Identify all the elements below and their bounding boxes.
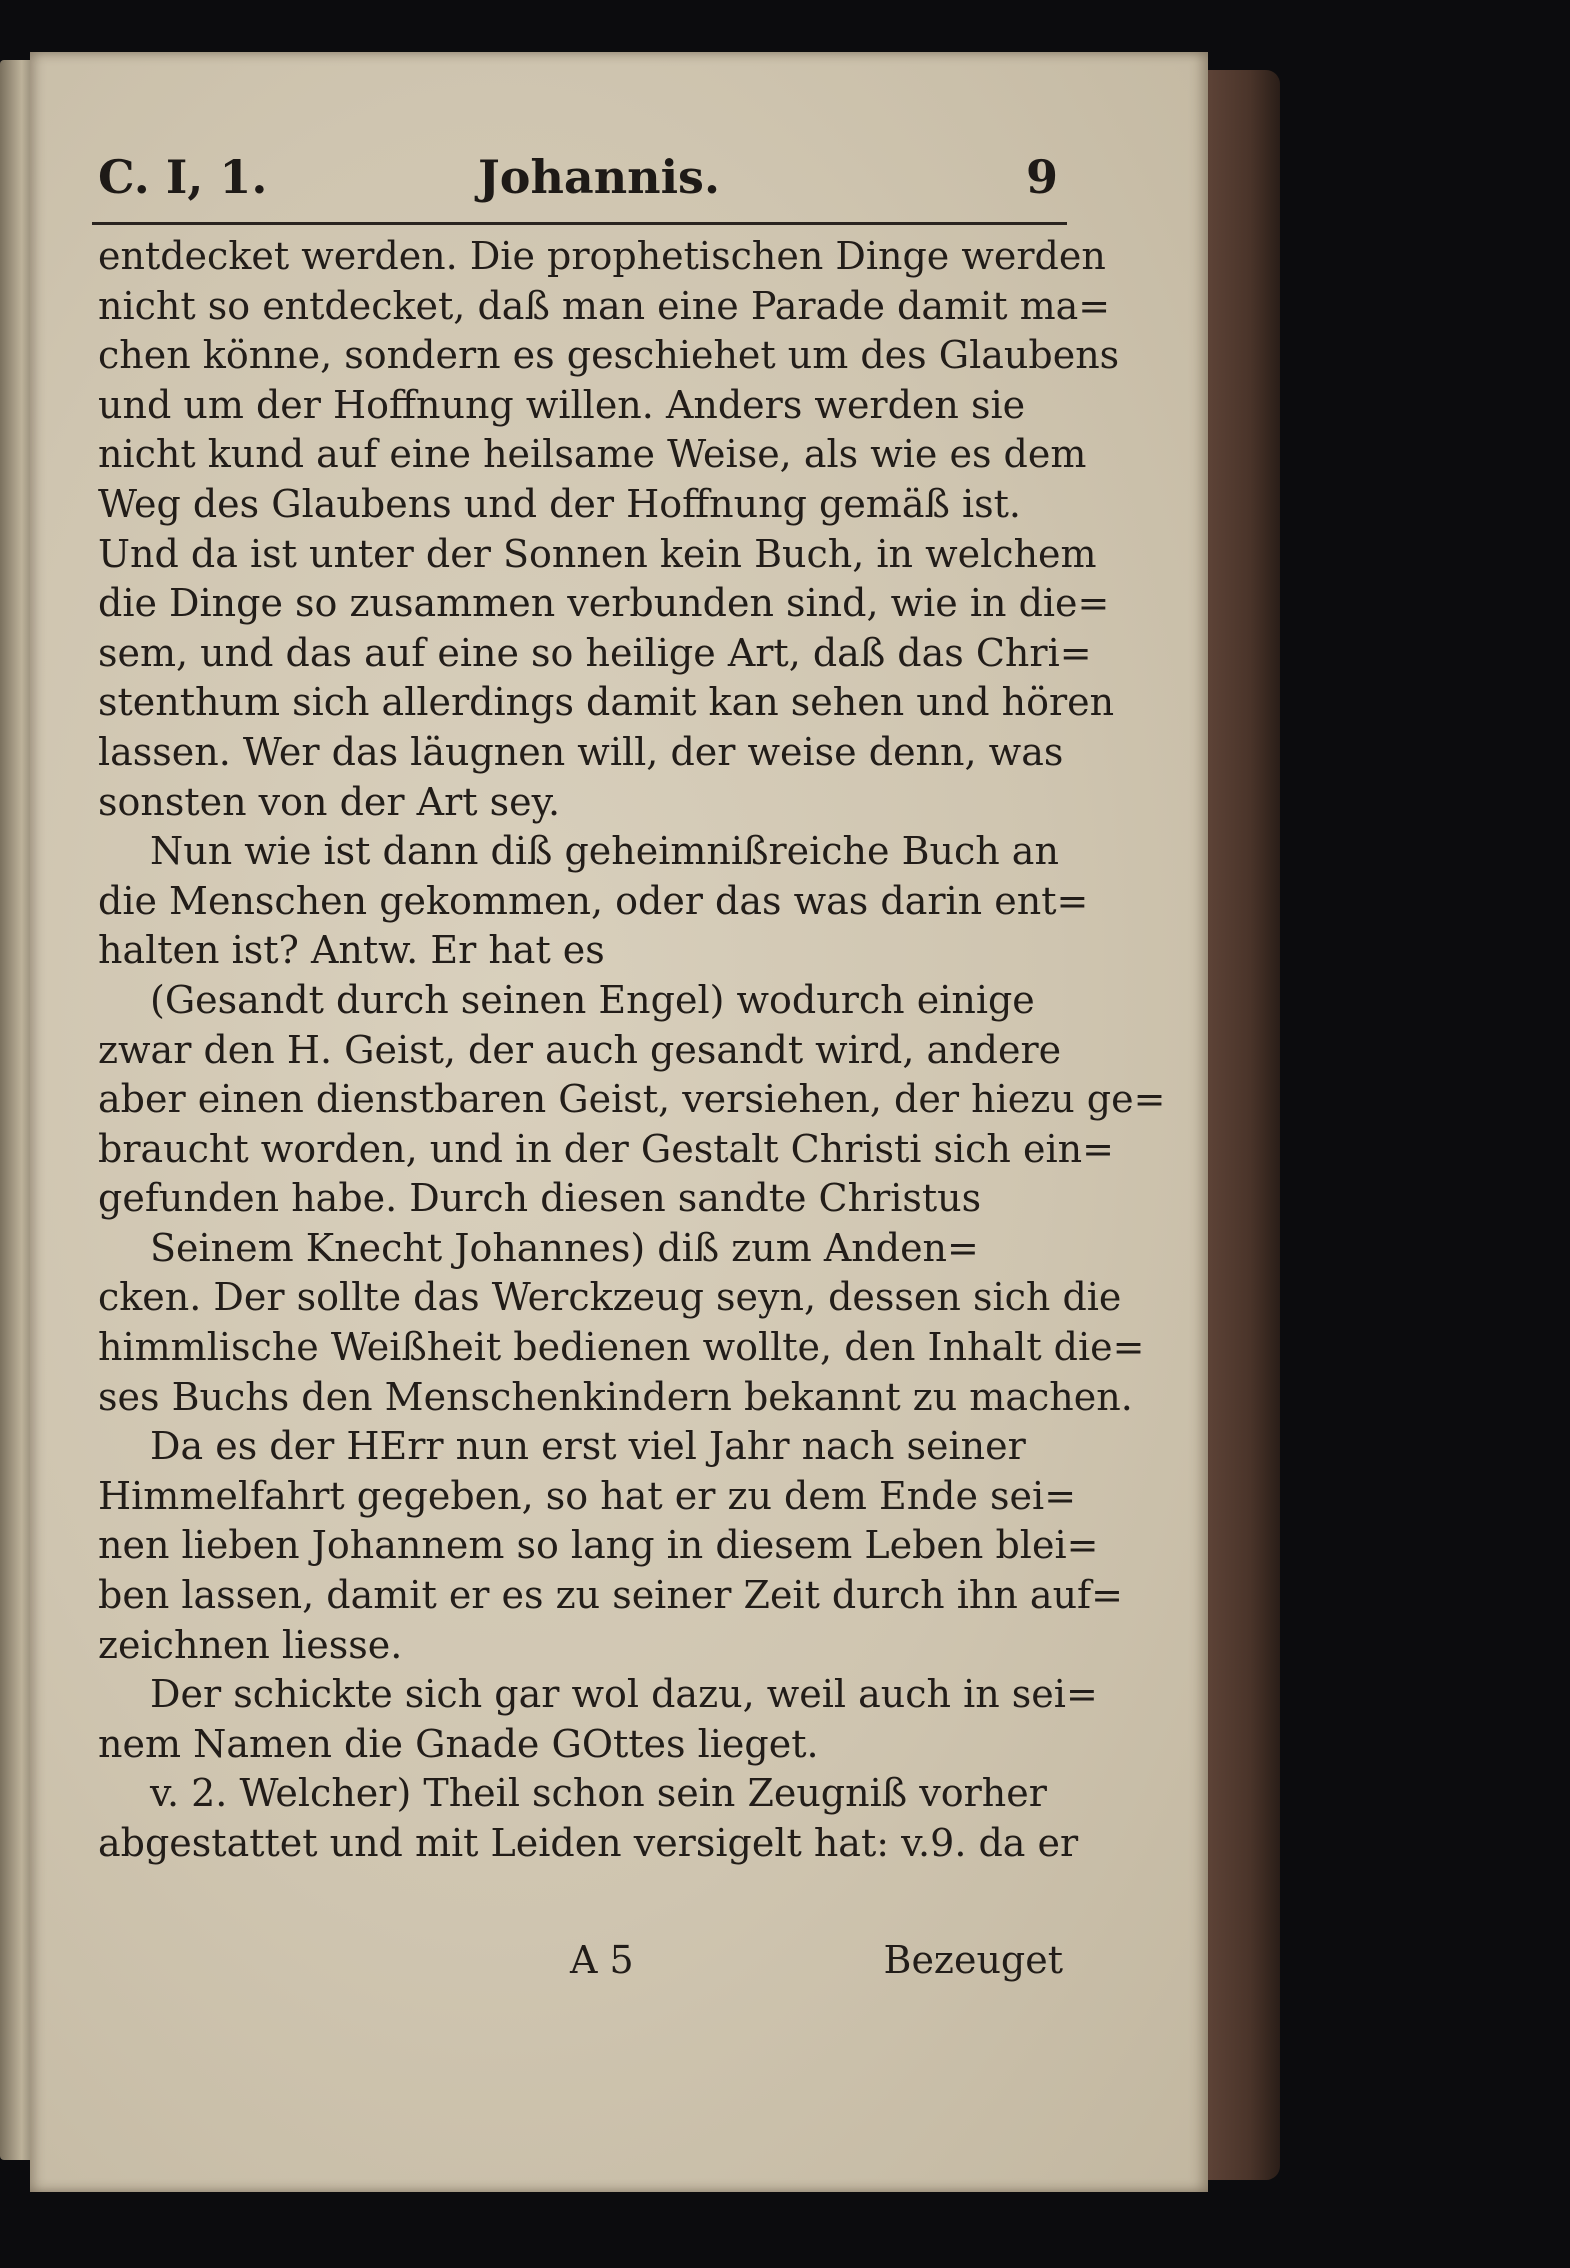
text-line: cken. Der sollte das Werckzeug seyn, dessen sich die	[98, 1275, 1122, 1320]
text-line: braucht worden, und in der Gestalt Christi sich ein=	[98, 1126, 1114, 1171]
text-line: ses Buchs den Menschenkindern bekannt zu machen.	[98, 1374, 1133, 1419]
text-line: nen lieben Johannem so lang in diesem Leben blei=	[98, 1523, 1099, 1568]
page-number: 9	[1025, 150, 1058, 204]
body-text	[98, 232, 1166, 1869]
text-line: chen könne, sondern es geschiehet um des Glaubens	[98, 333, 1120, 378]
catchword: Bezeuget	[883, 1938, 1063, 1982]
text-line: aber einen dienstbaren Geist, versiehen, der hiezu ge=	[98, 1077, 1166, 1122]
text-line: sem, und das auf eine so heilige Art, daß das Chri=	[98, 630, 1092, 675]
text-line: v. 2. Welcher) Theil schon sein Zeugniß vorher	[150, 1771, 1047, 1816]
text-line: Weg des Glaubens und der Hoffnung gemäß ist.	[98, 481, 1021, 526]
text-line: Der schickte sich gar wol dazu, weil auch in sei=	[150, 1672, 1098, 1717]
text-line: halten ist? Antw. Er hat es	[98, 928, 605, 973]
text-line: Nun wie ist dann diß geheimnißreiche Buch an	[150, 829, 1059, 874]
chapter-verse-ref: C. I, 1.	[98, 150, 268, 204]
text-line: die Dinge so zusammen verbunden sind, wie in die=	[98, 581, 1110, 626]
running-title: Johannis.	[478, 150, 720, 204]
text-line: entdecket werden. Die prophetischen Dinge werden	[98, 234, 1106, 278]
text-line: nem Namen die Gnade GOttes lieget.	[98, 1721, 819, 1766]
text-line: Seinem Knecht Johannes) diß zum Anden=	[150, 1225, 979, 1270]
signature-mark: A 5	[570, 1938, 634, 1982]
text-line: nicht kund auf eine heilsame Weise, als wie es dem	[98, 432, 1087, 477]
text-line: Und da ist unter der Sonnen kein Buch, in welchem	[98, 531, 1097, 576]
page-footer	[98, 1938, 1063, 1988]
text-line: gefunden habe. Durch diesen sandte Christus	[98, 1176, 982, 1221]
text-line: lassen. Wer das läugnen will, der weise denn, was	[98, 729, 1064, 774]
text-line: abgestattet und mit Leiden versigelt hat: v.9. da er	[98, 1821, 1079, 1865]
text-line: sonsten von der Art sey.	[98, 779, 561, 824]
text-line: ben lassen, damit er es zu seiner Zeit durch ihn auf=	[98, 1573, 1123, 1618]
text-line: und um der Hoffnung willen. Anders werden sie	[98, 382, 1026, 427]
text-line: himmlische Weißheit bedienen wollte, den Inhalt die=	[98, 1325, 1145, 1370]
running-header	[98, 150, 1058, 210]
text-line: Himmelfahrt gegeben, so hat er zu dem Ende sei=	[98, 1473, 1077, 1518]
text-line: nicht so entdecket, daß man eine Parade damit ma=	[98, 283, 1111, 328]
text-line: die Menschen gekommen, oder das was darin ent=	[98, 878, 1089, 923]
text-line: zwar den H. Geist, der auch gesandt wird, andere	[98, 1027, 1062, 1072]
text-line: (Gesandt durch seinen Engel) wodurch einige	[150, 977, 1035, 1022]
text-line: Da es der HErr nun erst viel Jahr nach seiner	[150, 1424, 1026, 1469]
header-rule	[92, 222, 1067, 225]
text-line: stenthum sich allerdings damit kan sehen und hören	[98, 680, 1115, 725]
text-line: zeichnen liesse.	[98, 1622, 403, 1667]
